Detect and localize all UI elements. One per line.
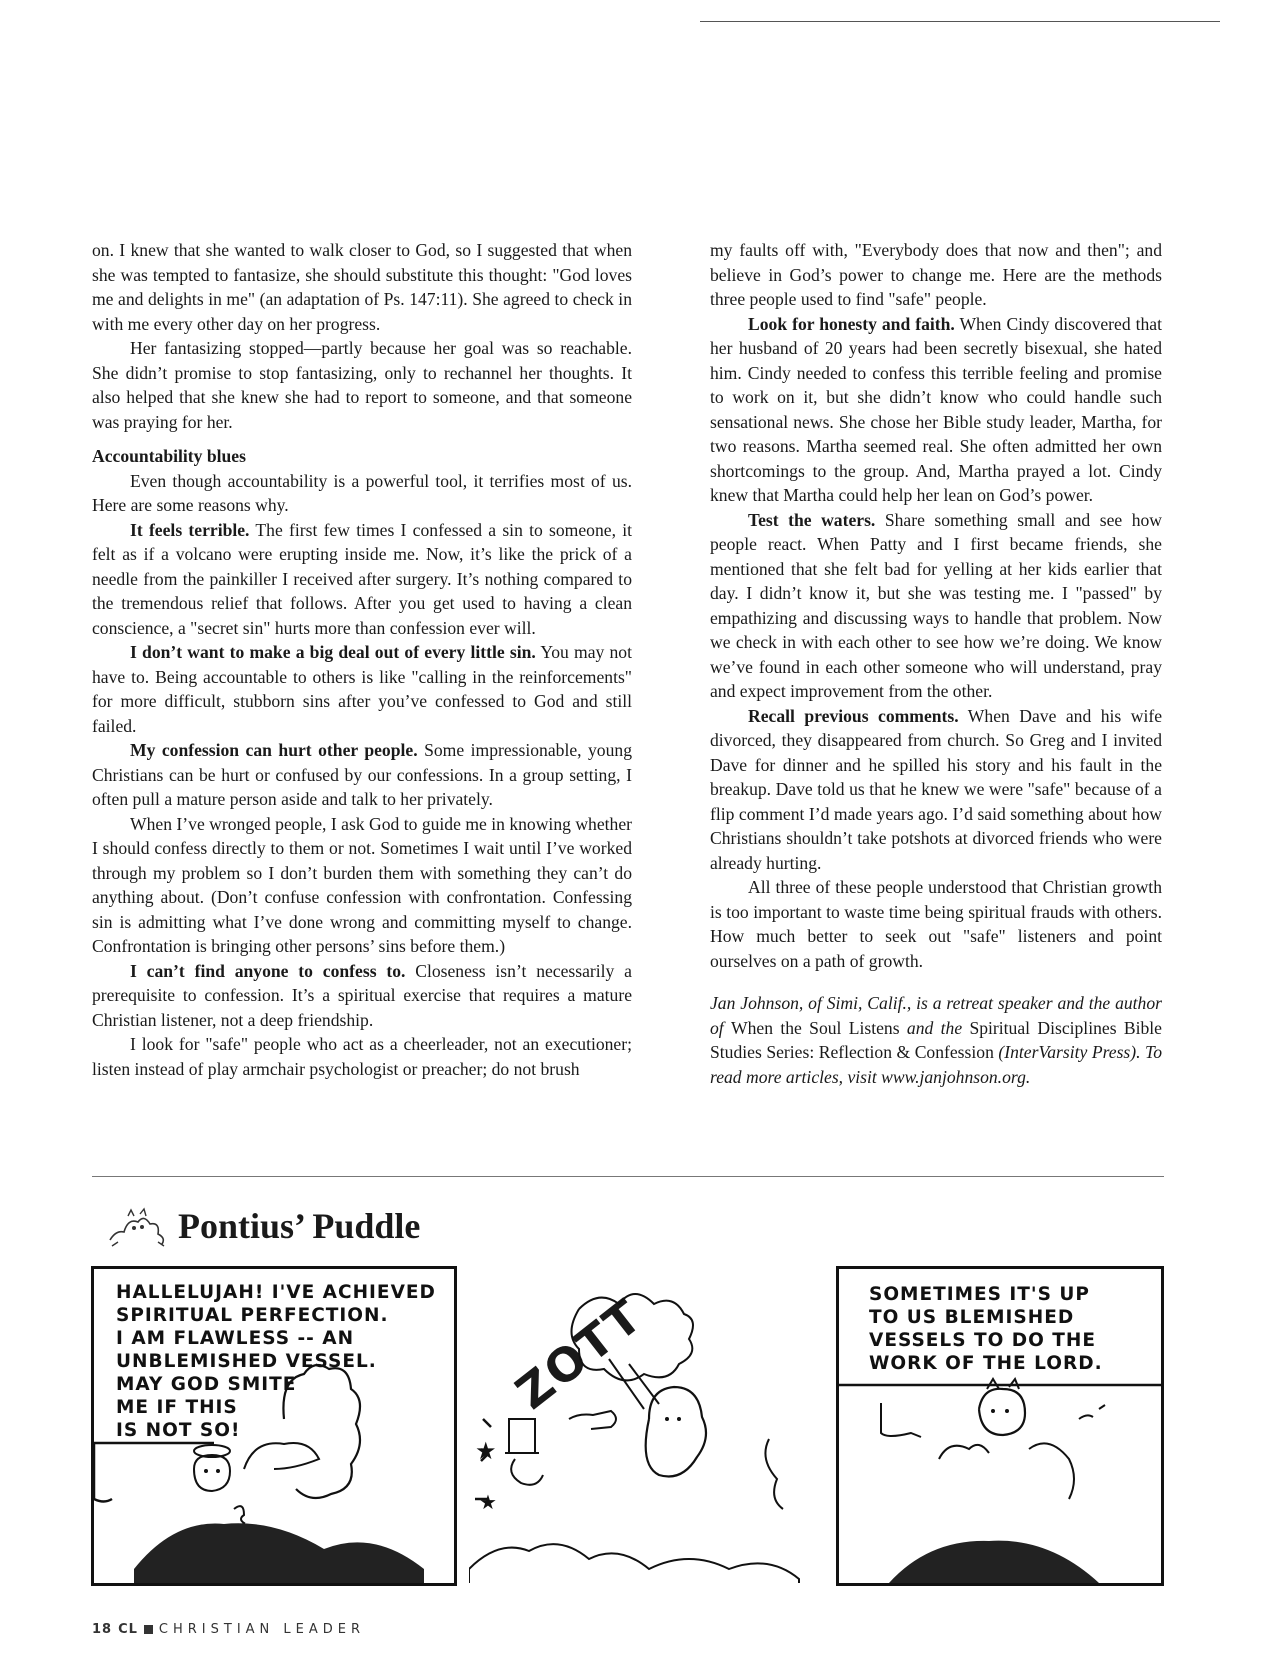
lead-in: Recall previous comments. (748, 705, 959, 726)
paragraph-body: Closeness isn’t necessarily a prerequisite to confession. It’s a spiritual exercise that requires a mature Christian listener, not a deep friendship. (92, 960, 632, 1030)
paragraph: on. I knew that she wanted to walk closer to God, so I suggested that when she was tempted to fantasize, she should substitute this thought: "God loves me and delights in me" (an adaptation of Ps. 147:11). She agreed to check in with me every other day on her progress. (92, 240, 632, 334)
paragraph: my faults off with, "Everybody does that now and then"; and believe in God’s power to change me. Here are the methods three people used to find "safe" people. (710, 240, 1162, 309)
section-heading: Accountability blues (92, 446, 246, 466)
lead-in: I can’t find anyone to confess to. (130, 960, 406, 981)
article-left-column (92, 238, 632, 1081)
paragraph: When I’ve wronged people, I ask God to guide me in knowing whether I should confess directly to them or not. Sometimes I wait until I’ve worked through my problem so I don’t burden them with something they can’t do anything about. (Don’t confuse confession with confrontation. Confessing sin is admitting what I’ve done wrong and committing myself to change. Confrontation is bringing other persons’ sins before them.) (92, 813, 632, 956)
author-bio (710, 991, 1162, 1089)
bio-text: Jan Johnson, of Simi, Calif., is a retreat speaker and the author of (710, 993, 1162, 1038)
paragraph: Even though accountability is a powerful tool, it terrifies most of us. Here are some reasons why. (92, 470, 632, 515)
comic-panel-1 (91, 1266, 457, 1586)
lead-in: Test the waters. (748, 509, 876, 530)
comic-header (100, 1202, 420, 1250)
sound-effect: ZOTT (505, 1288, 653, 1420)
svg-text:★: ★ (475, 1437, 497, 1465)
comic-title: Pontius’ Puddle (178, 1206, 421, 1246)
paragraph (92, 640, 632, 738)
paragraph-body: Share something small and see how people react. When Patty and I first became friends, she mentioned that she felt bad for yelling at her kids earlier that day. I didn’t know it, but she was testing me. I "passed" by empathizing and discussing ways to handle that problem. Now we check in with each other to see how we’re doing. We know we’ve found in each other someone who will understand, pray and expect improvement from the other. (710, 509, 1162, 701)
bio-text: (InterVarsity Press). To read more articles, visit www.janjohnson.org. (710, 1042, 1162, 1087)
lead-in: It feels terrible. (130, 519, 250, 540)
panel-3-drawing (839, 1269, 1161, 1583)
paragraph: All three of these people understood that Christian growth is too important to waste time being spiritual frauds with others. How much better to seek out "safe" listeners and point ourselves on a path of growth. (710, 877, 1162, 971)
speech-caption: HALLELUJAH! I'VE ACHIEVED SPIRITUAL PERFECTION. I AM FLAWLESS -- AN UNBLEMISHED VESSEL. MAY GOD SMITE ME IF THIS IS NOT SO! (116, 1282, 436, 1441)
paragraph-body: When Cindy discovered that her husband of 20 years had been secretly bisexual, she hated him. Cindy needed to confess this terrible feeling and promise to work on it, but she didn’t know who could handle such sensational news. She chose her Bible study leader, Martha, for two reasons. Martha seemed real. She often admitted her own shortcomings to the group. And, Martha prayed a lot. Cindy knew that Martha could help her lean on God’s power. (710, 313, 1162, 505)
panel-2-drawing (469, 1269, 830, 1586)
bio-text: and the (899, 1017, 970, 1038)
panel-1-drawing (94, 1269, 454, 1583)
paragraph (92, 959, 632, 1033)
paragraph-body: You may not have to. Being accountable to others is like "calling in the reinforcements" for more difficult, stubborn sins after you’ve confessed to God and still failed. (92, 642, 632, 736)
square-bullet-icon (144, 1625, 153, 1634)
section-divider (92, 1176, 1164, 1177)
lead-in: My confession can hurt other people. (130, 740, 418, 760)
paragraph-body: The first few times I confessed a sin to someone, it felt as if a volcano were erupting inside me. Now, it’s like the prick of a needle from the painkiller I received after surgery. It’s nothing compared to the tremendous relief that follows. After you get used to having a clean conscience, a "secret sin" hurts more than confession ever will. (92, 519, 632, 638)
svg-text:★: ★ (479, 1490, 497, 1514)
publication-name: CHRISTIAN LEADER (158, 1622, 366, 1637)
paragraph: I look for "safe" people who act as a cheerleader, not an executioner; listen instead of play armchair psychologist or preacher; do not brush (92, 1034, 632, 1079)
lead-in: I don’t want to make a big deal out of every little sin. (130, 642, 536, 662)
paragraph (710, 704, 1162, 876)
paragraph (710, 508, 1162, 704)
top-rule (700, 21, 1220, 22)
speech-caption: SOMETIMES IT'S UP TO US BLEMISHED VESSELS TO DO THE WORK OF THE LORD. (869, 1284, 1103, 1374)
comic-panel-3 (836, 1266, 1164, 1586)
paragraph: Her fantasizing stopped—partly because her goal was so reachable. She didn’t promise to stop fantasizing, only to rechannel her thoughts. It also helped that she knew she had to report to someone, and that someone was praying for her. (92, 338, 632, 432)
paragraph (92, 518, 632, 641)
paragraph (92, 738, 632, 812)
book-title: When the Soul Listens (731, 1017, 900, 1038)
comic-panel-2 (466, 1266, 830, 1586)
pontius-logo-icon (100, 1202, 170, 1250)
page-number: 18 (92, 1622, 113, 1637)
paragraph-body: Some impressionable, young Christians can be hurt or confused by our confessions. In a group setting, I often pull a mature person aside and talk to her privately. (92, 740, 632, 809)
paragraph (710, 312, 1162, 508)
page-footer (92, 1622, 365, 1637)
book-title: Spiritual Disciplines Bible Studies Series: Reflection & Confession (710, 1017, 1162, 1062)
paragraph-body: When Dave and his wife divorced, they disappeared from church. So Greg and I invited Dave for dinner and he spilled his story and his fault in the breakup. Dave told us that he knew we were "safe" because of a flip comment I’d made years ago. I’d said something about how Christians shouldn’t take potshots at divorced friends who were already hurting. (710, 705, 1163, 873)
lead-in: Look for honesty and faith. (748, 313, 955, 334)
publication-abbrev: CL (118, 1622, 138, 1637)
article-right-column (710, 238, 1162, 1089)
